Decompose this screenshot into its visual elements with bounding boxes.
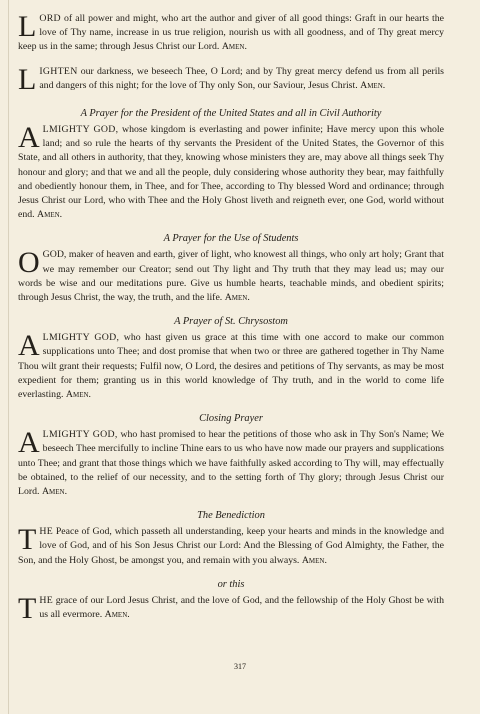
heading-or-this: or this (217, 578, 245, 590)
benediction (18, 525, 444, 568)
heading-closing: Closing Prayer (199, 413, 263, 425)
prayer-chrysostom (18, 331, 444, 402)
amen: Amen. (301, 554, 327, 566)
prayer-students (18, 248, 444, 305)
heading-students: A Prayer for the Use of Students (163, 233, 299, 245)
heading-benediction: The Benediction (197, 510, 265, 522)
heading-chrysostom: A Prayer of St. Chrysostom (174, 316, 288, 328)
amen: Amen. (224, 292, 250, 304)
paragraph-text: GOD, maker of heaven and earth, giver of light, who knowest all things, who only art holy; Grant that we may remember our Creator; send out Thy light and Thy truth that they may lead us; may our words be wise and our meditations pure. Give us humble hearts, teachable minds, and obedient spirits; through Jesus Christ, the way, the truth, and the life. (18, 249, 444, 304)
drop-cap: T (18, 591, 37, 625)
lead-word: IGHTEN (39, 65, 78, 77)
drop-cap: O (18, 246, 40, 280)
heading-president: A Prayer for the President of the United States and all in Civil Authority (80, 108, 382, 120)
paragraph-text: who hast promised to hear the petitions of those who ask in Thy Son's Name; We beseech Thee mercifully to incline Thine ears to us who have now made our prayers and supplications unto Thee; and grant that those things which we have faithfully asked according to Thy will, may effectually be obtained, to the relief of our necessity, and to the setting forth of Thy glory; through Jesus Christ our Lord. (18, 429, 445, 498)
margin-rule (8, 0, 9, 714)
collect-all-power (18, 12, 444, 55)
amen: Amen. (104, 609, 130, 621)
amen: Amen. (360, 79, 386, 91)
drop-cap: A (18, 426, 40, 460)
paragraph-text: whose kingdom is everlasting and power infinite; Have mercy upon this whole land; and so rule the hearts of thy servants the President of the United States, the Governor of this State, and all others in authority, that they, knowing whose ministers they are, may above all things seek Thy honour and glory; and that we and all the people, duly considering whose authority they bear, may faithfully and obediently honour them, in Thee, and for Thee, according to Thy blessed Word and ordinance; through Jesus Christ our Lord, who with Thee and the Holy Ghost liveth and reigneth ever, one God, world without end. (18, 124, 444, 221)
grace (18, 591, 444, 625)
amen: Amen. (37, 209, 63, 221)
amen: Amen. (221, 41, 247, 53)
amen: Amen. (41, 486, 68, 498)
lead-word: ORD (39, 13, 61, 24)
lead-word: HE (39, 526, 53, 538)
drop-cap: L (18, 62, 37, 96)
page-number: 317 (234, 662, 246, 671)
paragraph-text: our darkness, we beseech Thee, O Lord; and by Thy great mercy defend us from all perils and dangers of this night; for the love of Thy only Son, our Saviour, Jesus Christ. (39, 65, 444, 91)
drop-cap: T (18, 523, 37, 557)
prayer-closing (18, 428, 444, 499)
collect-lighten-darkness (18, 62, 444, 96)
paragraph-text: grace of our Lord Jesus Christ, and the love of God, and the fellowship of the Holy Ghost be with us all evermore. (39, 594, 444, 621)
amen: Amen. (65, 389, 91, 401)
content (18, 10, 445, 625)
drop-cap: L (18, 10, 37, 43)
lead-word: LMIGHTY GOD, (42, 332, 120, 344)
lead-word: LMIGHTY GOD, (42, 429, 118, 441)
drop-cap: A (18, 121, 40, 155)
paragraph-text: who hast given us grace at this time with one accord to make our common supplications unto Thee; and dost promise that when two or three are gathered together in Thy Name Thou wilt grant their requests; Fulfil now, O Lord, the desires and petitions of Thy servants, as may be most expedient for them; granting us in this world knowledge of Thy truth, and in the world to come life everlasting. (18, 332, 444, 401)
lead-word: HE (39, 594, 53, 606)
paragraph-text: of all power and might, who art the author and giver of all good things: Graft in our hearts the love of Thy name, increase in us true religion, nourish us with all goodness, and of Thy great mercy keep us in the same; through Jesus Christ our Lord. (18, 13, 444, 53)
lead-word: LMIGHTY GOD, (42, 124, 119, 136)
paragraph-text: Peace of God, which passeth all understanding, keep your hearts and minds in the knowledge and love of God, and of his Son Jesus Christ our Lord: And the Blessing of God Almighty, the Father, the Son, and the Holy Ghost, be amongst you, and remain with you always. (18, 526, 444, 566)
drop-cap: A (18, 329, 40, 363)
prayer-president (18, 123, 444, 222)
